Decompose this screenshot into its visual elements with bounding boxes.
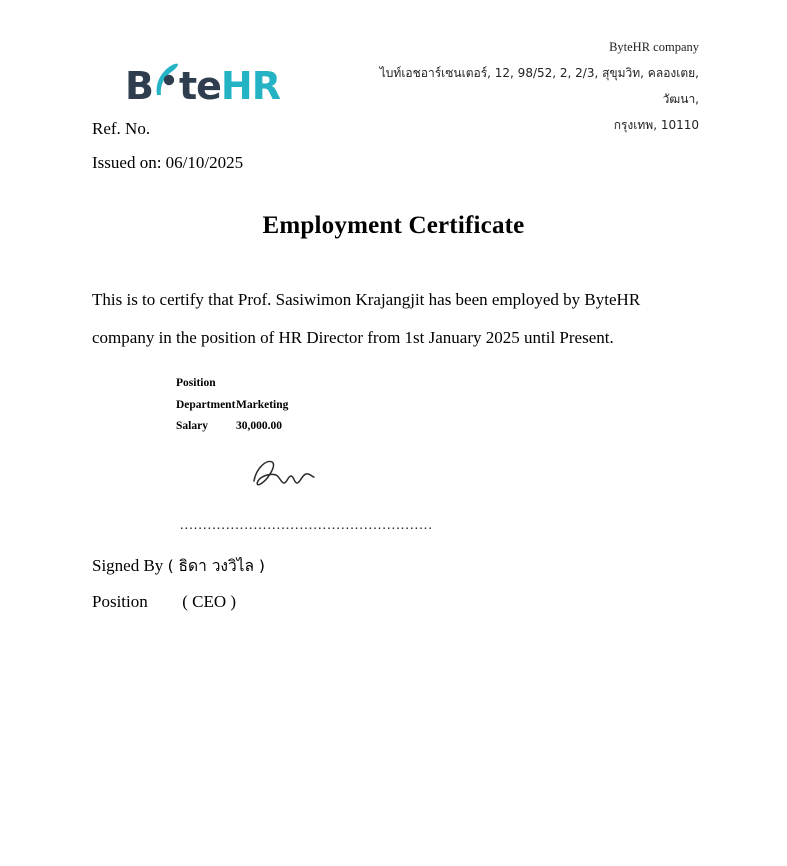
ref-no: Ref. No. <box>92 119 151 138</box>
logo-text-te: te <box>178 64 221 108</box>
department-value: Marketing <box>236 398 289 411</box>
signed-by <box>92 548 265 584</box>
logo-wordmark <box>125 61 280 108</box>
document-meta <box>92 112 243 180</box>
company-name: ByteHR company <box>609 40 699 54</box>
certificate-body <box>92 281 692 357</box>
details-row-position <box>176 373 288 395</box>
body-line-1: This is to certify that Prof. Sasiwimon Krajangjit has been employed by ByteHR <box>92 290 641 309</box>
page-title: Employment Certificate <box>262 212 525 239</box>
salary-label: Salary <box>176 420 208 432</box>
bytehr-logo <box>125 60 280 106</box>
details-row-salary <box>176 416 288 438</box>
signer-position <box>92 584 236 620</box>
signature-dotted-line: ....................................................... <box>180 518 433 533</box>
details-row-department <box>176 395 288 417</box>
signed-by-name: ( ธิดา วงวิไล ) <box>167 557 265 575</box>
signed-by-label: Signed By <box>92 556 164 575</box>
signer-position-value: ( CEO ) <box>182 592 237 611</box>
body-line-2: company in the position of HR Director from 1st January 2025 until Present. <box>92 328 614 347</box>
issued-on: Issued on: 06/10/2025 <box>92 153 244 172</box>
department-label: Department <box>176 398 236 411</box>
signer-position-label: Position <box>92 592 148 611</box>
logo-text-b: B <box>125 64 153 108</box>
signature-icon <box>250 455 330 495</box>
logo-text-hr: HR <box>220 64 280 108</box>
byte-logo-mark-icon <box>153 61 179 99</box>
company-address-line-1: ไบท์เอชอาร์เซนเตอร์, 12, 98/52, 2, 2/3, สุขุมวิท, คลองเตย, วัฒนา, <box>379 66 699 106</box>
position-label: Position <box>176 377 216 389</box>
company-address-line-2: กรุงเทพ, 10110 <box>613 118 699 132</box>
salary-value: 30,000.00 <box>236 420 282 432</box>
employment-details <box>176 373 288 438</box>
company-info <box>359 34 699 138</box>
